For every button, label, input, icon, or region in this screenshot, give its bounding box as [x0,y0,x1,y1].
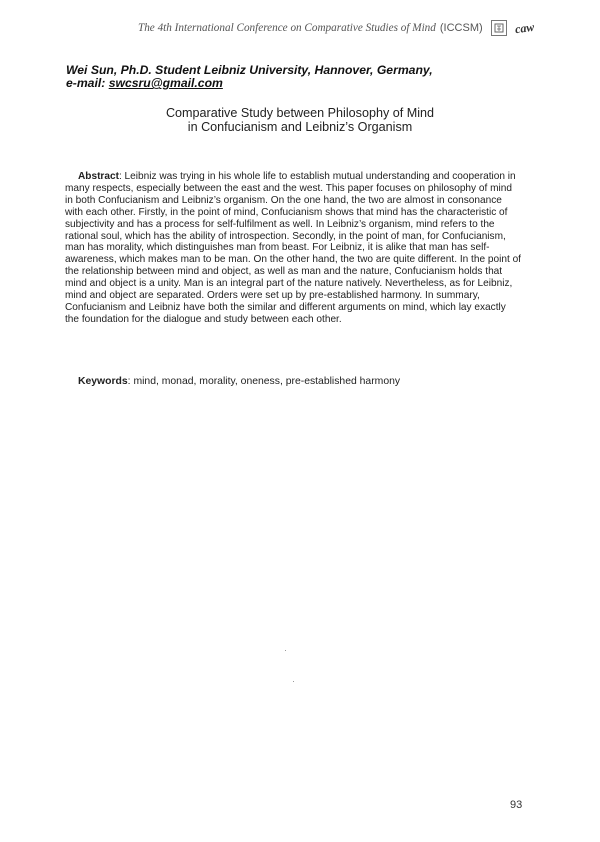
author-email-line [66,77,466,90]
conference-logo-text: caw [513,19,535,36]
scan-speck [293,681,294,682]
abstract-label: Abstract [78,171,119,182]
author-affiliation: Wei Sun, Ph.D. Student Leibniz University, Hannover, Germany, [66,63,433,77]
paper-title [0,106,600,134]
paper-title-line-1: Comparative Study between Philosophy of Mind [165,106,435,120]
header-series-acronym: (ICCSM) [439,22,483,34]
email-link[interactable]: swcsru@gmail.com [108,76,223,90]
keywords-text: : mind, monad, morality, oneness, pre-established harmony [127,376,401,387]
keywords-line [78,376,518,387]
abstract-paragraph [65,171,521,326]
header-conference-title: The 4th International Conference on Comparative Studies of Mind [137,22,436,34]
email-label: e-mail: [66,76,106,90]
scan-speck [285,650,286,651]
author-block [66,64,466,90]
abstract-text: : Leibniz was trying in his whole life to establish mutual understanding and cooperation in many respects, especially between the east and the west. This paper focuses on philosophy of mind in both Confucianism and Leibniz’s organism. On the one hand, the two are almost in consonance with each other. Firstly, in the point of mind, Confucianism shows that mind has the characteristic of subjectivity and has a process for self-fulfilment as well. In Leibniz’s organism, mind refers to the rational soul, which has the ability of introspection. Secondly, in the point of man, for Confucianism, man has morality, which distinguishes man from beast. For Leibniz, it is alike that man has self-awareness, which makes man to be man. On the other hand, the two are quite different. In the point of the relationship between mind and object, as well as man and the nature, Confucianism holds that mind and object is a unity. Man is an integral part of the nature natively. Nevertheless, as for Leibniz, mind and object are separated. Orders were set up by pre-established harmony. In summary, Confucianism and Leibniz have both the similar and different arguments on mind, which lay exactly the foundation for the dialogue and study between each other. [65,171,521,325]
running-header [138,20,534,36]
page-number: 93 [510,799,523,811]
keywords-label: Keywords [78,376,128,387]
paper-title-line-2: in Confucianism and Leibniz’s Organism [187,120,413,134]
conference-seal-icon [491,20,507,36]
